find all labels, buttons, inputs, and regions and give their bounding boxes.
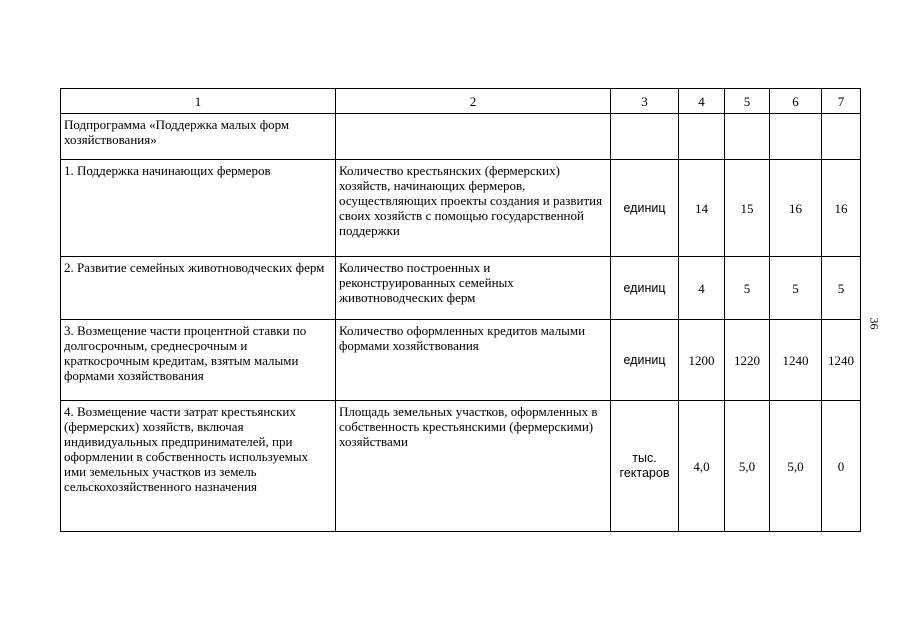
measure-cell: 2. Развитие семейных животноводческих ферм: [61, 257, 336, 320]
value-cell: 0: [822, 401, 861, 532]
indicators-table: [60, 88, 861, 532]
unit-cell: единиц: [611, 320, 679, 401]
header-cell: 3: [611, 89, 679, 114]
unit-cell: тыс. гектаров: [611, 401, 679, 532]
value-cell: 5: [770, 257, 822, 320]
header-cell: 7: [822, 89, 861, 114]
empty-cell: [770, 114, 822, 160]
value-cell: 5,0: [725, 401, 770, 532]
measure-cell: 4. Возмещение части затрат крестьянских (фермерских) хозяйств, включая индивидуальных предпринимателей, при оформлении в собственность используемых ими земельных участков из земель сельскохозяйственного назначения: [61, 401, 336, 532]
header-cell: 6: [770, 89, 822, 114]
header-row: [61, 89, 861, 114]
empty-cell: [725, 114, 770, 160]
value-cell: 16: [822, 160, 861, 257]
unit-cell: единиц: [611, 257, 679, 320]
header-cell: 4: [679, 89, 725, 114]
empty-cell: [611, 114, 679, 160]
indicator-cell: Количество построенных и реконструированных семейных животноводческих ферм: [336, 257, 611, 320]
header-cell: 5: [725, 89, 770, 114]
value-cell: 5: [822, 257, 861, 320]
empty-cell: [336, 114, 611, 160]
value-cell: 14: [679, 160, 725, 257]
empty-cell: [822, 114, 861, 160]
value-cell: 4: [679, 257, 725, 320]
empty-cell: [679, 114, 725, 160]
page-number: 36: [867, 317, 882, 330]
indicator-cell: Количество крестьянских (фермерских) хозяйств, начинающих фермеров, осуществляющих проекты создания и развития своих хозяйств с помощью государственной поддержки: [336, 160, 611, 257]
table-row: [61, 320, 861, 401]
value-cell: 1200: [679, 320, 725, 401]
value-cell: 16: [770, 160, 822, 257]
value-cell: 15: [725, 160, 770, 257]
table-row: [61, 257, 861, 320]
value-cell: 1240: [770, 320, 822, 401]
value-cell: 5,0: [770, 401, 822, 532]
unit-cell: единиц: [611, 160, 679, 257]
measure-cell: 1. Поддержка начинающих фермеров: [61, 160, 336, 257]
value-cell: 5: [725, 257, 770, 320]
value-cell: 1220: [725, 320, 770, 401]
value-cell: 4,0: [679, 401, 725, 532]
value-cell: 1240: [822, 320, 861, 401]
table-row: [61, 401, 861, 532]
header-cell: 2: [336, 89, 611, 114]
indicator-cell: Площадь земельных участков, оформленных в собственность крестьянскими (фермерскими) хозяйствами: [336, 401, 611, 532]
measure-cell: 3. Возмещение части процентной ставки по долгосрочным, среднесрочным и краткосрочным кредитам, взятым малыми формами хозяйствования: [61, 320, 336, 401]
indicator-cell: Количество оформленных кредитов малыми формами хозяйствования: [336, 320, 611, 401]
header-cell: 1: [61, 89, 336, 114]
table-row: [61, 160, 861, 257]
subprogram-row: [61, 114, 861, 160]
subprogram-title: Подпрограмма «Поддержка малых форм хозяйствования»: [61, 114, 336, 160]
